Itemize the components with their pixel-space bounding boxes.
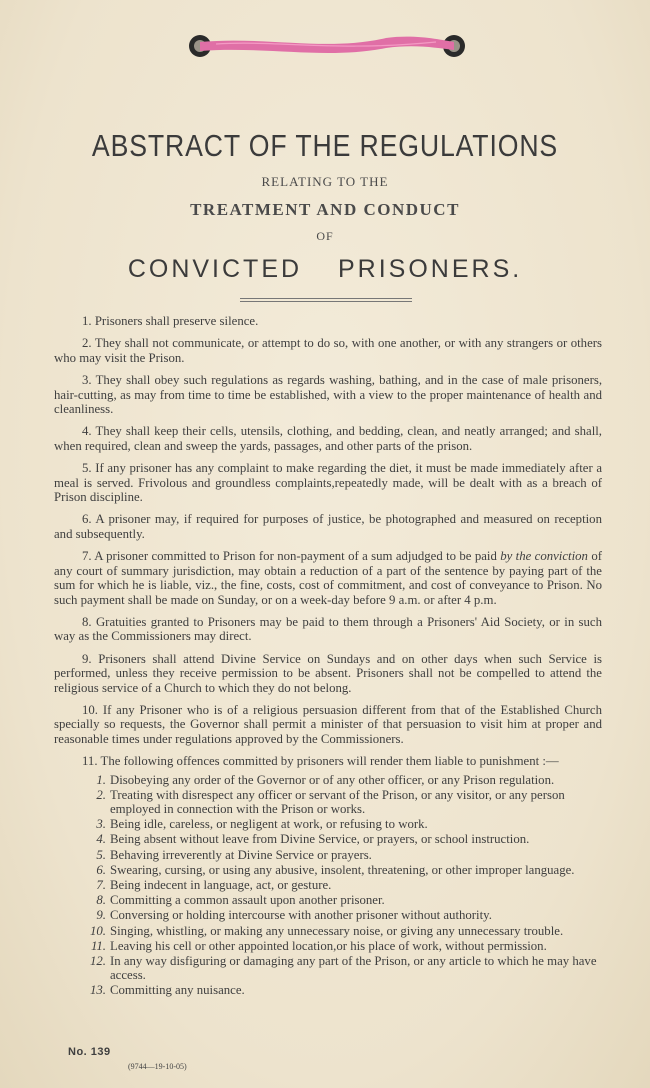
divider-rule-top [240,298,412,299]
offence-item: 3. Being idle, careless, or negligent at work, or refusing to work. [96,817,428,832]
ribbon-hanger [186,32,468,60]
regulation-10: 10. If any Prisoner who is of a religious persuasion different from that of the Established Church specially so requests, the Governor shall permit a minister of that persuasion to visit him at proper and reasonable times under regulations approved by the Commissioners. [54,702,603,746]
offence-item: 11. Leaving his cell or other appointed location,or his place of work, without permission. [90,938,547,953]
offence-item: 13. Committing any nuisance. [90,983,245,998]
divider-rule-bottom [240,301,412,302]
subtitle-of: OF [316,229,334,243]
regulation-2: 2. They shall not communicate, or attempt to do so, with one another, or with any strangers or others who may visit the Prison. [54,336,602,365]
subtitle-convicted-prisoners: CONVICTED PRISONERS. [127,255,523,283]
offence-item: 12. In any way disfiguring or damaging any part of the Prison, or any article to which he may have access. [90,954,597,983]
offence-item: 8. Committing a common assault upon another prisoner. [96,893,385,908]
regulation-9: 9. Prisoners shall attend Divine Service on Sundays and on other days when such Service is performed, unless they receive permission to be absent. Prisoners shall not be compelled to attend the religious service of a Church to which they do not belong. [54,651,602,695]
main-title: ABSTRACT OF THE REGULATIONS [91,128,559,163]
regulation-3: 3. They shall obey such regulations as regards washing, bathing, and in the case of male prisoners, hair-cutting, as may from time to time be established, with a view to the proper maintenance of health and cleanliness. [54,373,603,417]
regulation-7: 7. A prisoner committed to Prison for non-payment of a sum adjudged to be paid by the conviction of any court of summary jurisdiction, may obtain a reduction of a part of the sentence by paying part of the sum for which he is liable, viz., the fine, costs, cost of commitment, and cost of conveyance to Prison. No such payment shall be made on Sunday, or on a week-day before 9 a.m. or after 4 p.m. [54,549,602,607]
pink-ribbon [200,37,454,53]
regulation-5: 5. If any prisoner has any complaint to make regarding the diet, it must be made immediately after a meal is served. Frivolous and groundless complaints,repeatedly made, will be dealt with as a breach of Prison discipline. [54,461,602,505]
regulation-6: 6. A prisoner may, if required for purposes of justice, be photographed and measured on reception and subsequently. [54,512,602,541]
regulation-11: 11. The following offences committed by prisoners will render them liable to punishment :— [82,754,559,769]
regulations-body [54,314,602,999]
offence-item: 1. Disobeying any order of the Governor or of any other officer, or any Prison regulation. [96,772,555,787]
regulation-8: 8. Gratuities granted to Prisoners may be paid to them through a Prisoners' Aid Society, or in such way as the Commissioners may direct. [54,614,602,644]
offence-item: 5. Behaving irreverently at Divine Service or prayers. [96,847,372,862]
offence-item: 2. Treating with disrespect any officer or servant of the Prison, or any visitor, or any person employed in connection with the Prison or works. [96,787,565,816]
print-code: (9744—19-10-05) [128,1062,187,1071]
regulation-4: 4. They shall keep their cells, utensils, clothing, and bedding, clean, and neatly arranged; and shall, when required, clean and sweep the yards, passages, and other parts of the prison. [54,424,603,453]
offences-list [54,773,602,998]
offence-item: 10. Singing, whistling, or making any unnecessary noise, or giving any unnecessary trouble. [90,923,564,938]
offence-item: 4. Being absent without leave from Divine Service, or prayers, or school instruction. [96,832,530,847]
offence-item: 7. Being indecent in language, act, or gesture. [96,877,332,892]
offence-item: 9. Conversing or holding intercourse with another prisoner without authority. [96,908,492,923]
offence-item: 6. Swearing, cursing, or using any abusive, insolent, threatening, or other improper language. [96,862,575,877]
subtitle-treatment: TREATMENT AND CONDUCT [190,200,460,219]
subtitle-relating: RELATING TO THE [261,174,389,189]
regulation-1: 1. Prisoners shall preserve silence. [82,314,259,328]
form-number: No. 139 [68,1046,111,1058]
